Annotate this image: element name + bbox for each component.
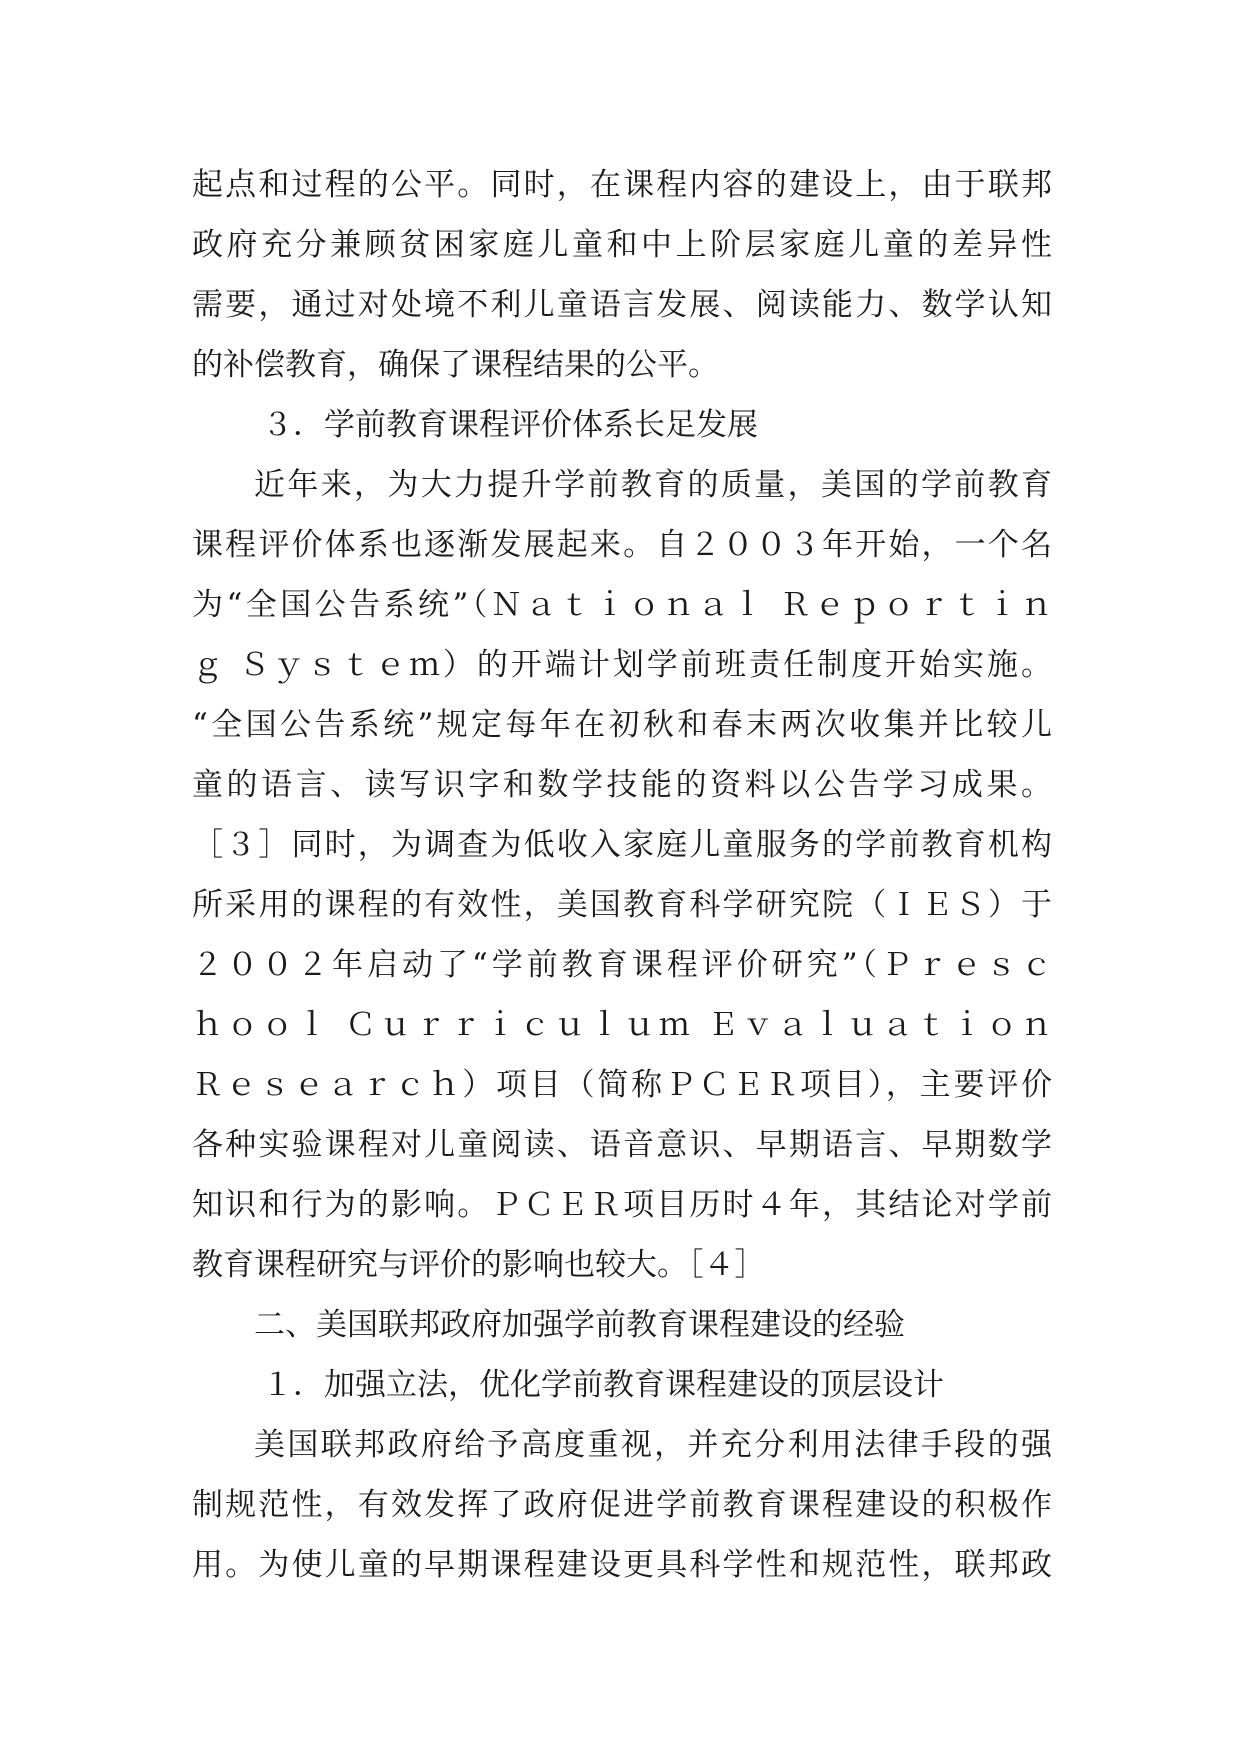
text-line: 童的语言、读写识字和数学技能的资料以公告学习成果。 <box>192 767 1052 803</box>
text-line: ２００２年启动了“学前教育课程评价研究”（Ｐｒｅｓｃ <box>192 947 1052 983</box>
text-line: ［３］同时，为调查为低收入家庭儿童服务的学前教育机构 <box>192 827 1052 863</box>
text-line: 的补偿教育，确保了课程结果的公平。 <box>192 347 719 383</box>
text-line: 用。为使儿童的早期课程建设更具科学性和规范性，联邦政 <box>192 1547 1052 1583</box>
text-line: 起点和过程的公平。同时，在课程内容的建设上，由于联邦 <box>192 167 1052 203</box>
text-line: 美国联邦政府给予高度重视，并充分利用法律手段的强 <box>254 1427 1052 1463</box>
text-line: 所采用的课程的有效性，美国教育科学研究院（ＩＥＳ）于 <box>192 887 1052 923</box>
text-line: Ｒｅｓｅａｒｃｈ）项目（简称ＰＣＥＲ项目），主要评价 <box>192 1067 1052 1103</box>
text-line: “全国公告系统”规定每年在初秋和春末两次收集并比较儿 <box>192 707 1052 743</box>
text-line: 近年来，为大力提升学前教育的质量，美国的学前教育 <box>254 467 1052 503</box>
text-line: 教育课程研究与评价的影响也较大。［４］ <box>192 1247 766 1283</box>
text-line: ｈｏｏｌ Ｃｕｒｒｉｃｕｌｕｍ Ｅｖａｌｕａｔｉｏｎ <box>192 1007 1052 1043</box>
subsection-heading: １．加强立法，优化学前教育课程建设的顶层设计 <box>262 1367 944 1403</box>
section-heading: ３．学前教育课程评价体系长足发展 <box>262 407 758 443</box>
text-line: 各种实验课程对儿童阅读、语音意识、早期语言、早期数学 <box>192 1127 1052 1163</box>
text-line: 制规范性，有效发挥了政府促进学前教育课程建设的积极作 <box>192 1487 1052 1523</box>
text-line: 需要，通过对处境不利儿童语言发展、阅读能力、数学认知 <box>192 287 1052 323</box>
text-line: 知识和行为的影响。ＰＣＥＲ项目历时４年，其结论对学前 <box>192 1187 1052 1223</box>
text-line: 课程评价体系也逐渐发展起来。自２００３年开始，一个名 <box>192 527 1052 563</box>
text-line: 为“全国公告系统”（Ｎａｔｉｏｎａｌ Ｒｅｐｏｒｔｉｎ <box>192 587 1052 623</box>
text-line: ｇ Ｓｙｓｔｅｍ）的开端计划学前班责任制度开始实施。 <box>192 647 1052 683</box>
section-heading: 二、美国联邦政府加强学前教育课程建设的经验 <box>254 1307 905 1343</box>
body-text <box>192 155 1052 1595</box>
text-line: 政府充分兼顾贫困家庭儿童和中上阶层家庭儿童的差异性 <box>192 227 1052 263</box>
